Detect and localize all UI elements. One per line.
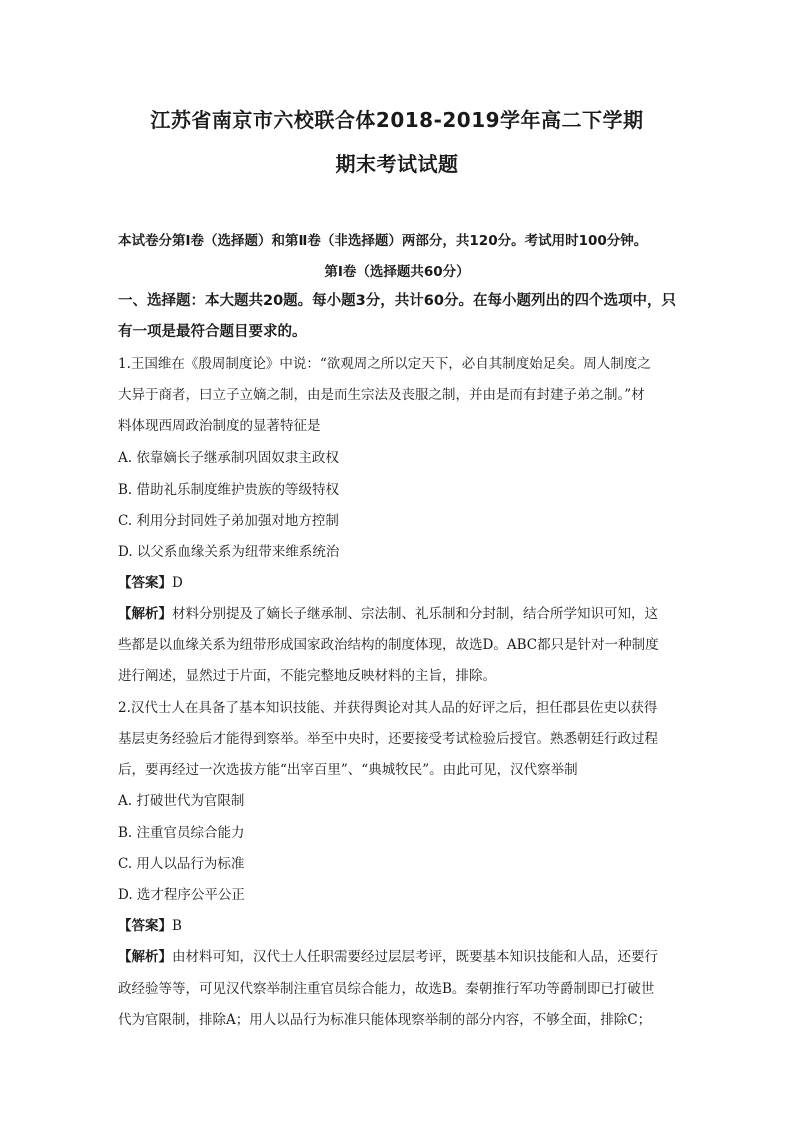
question-1-analysis-line-2: 些都是以血缘关系为纽带形成国家政治结构的制度体现，故选D。ABC都只是针对一种制度 <box>118 637 659 653</box>
question-1-option-c: C. 利用分封同姓子弟加强对地方控制 <box>118 513 339 529</box>
question-2-text-line-3: 后，要再经过一次选拔方能“出宰百里”、“典城牧民”。由此可见，汉代察举制 <box>118 762 578 778</box>
answer-value: D <box>172 575 183 591</box>
exam-intro: 本试卷分第Ⅰ卷（选择题）和第Ⅱ卷（非选择题）两部分，共120分。考试用时100分钟。 <box>118 233 648 249</box>
question-2-option-b: B. 注重官员综合能力 <box>118 825 245 841</box>
question-2-text-line-1: 2.汉代士人在具备了基本知识技能、并获得舆论对其人品的好评之后，担任郡县佐吏以获得 <box>118 700 658 716</box>
answer-value: B <box>172 918 182 934</box>
section-instructions: 一、选择题：本大题共20题。每小题3分，共计60分。在每小题列出的四个选项中，只有一项是最符合题目要求的。 <box>118 293 676 340</box>
answer-label: 【答案】 <box>118 918 172 934</box>
question-2-text-line-2: 基层吏务经验后才能得到察举。举至中央时，还要接受考试检验后授官。熟悉朝廷行政过程 <box>118 731 658 747</box>
analysis-label: 【解析】 <box>118 949 172 965</box>
question-2-option-a: A. 打破世代为官限制 <box>118 793 245 809</box>
question-1-answer <box>118 571 183 591</box>
question-1-text-line-1: 1.王国维在《殷周制度论》中说：“欲观周之所以定天下，必自其制度始足矣。周人制度之 <box>118 356 651 372</box>
question-1-text-line-2: 大异于商者，曰立子立嫡之制，由是而生宗法及丧服之制，并由是而有封建子弟之制。”材 <box>118 387 645 403</box>
document-subtitle: 期末考试试题 <box>335 152 459 176</box>
question-1-option-d: D. 以父系血缘关系为纽带来维系统治 <box>118 544 340 560</box>
question-2-analysis-line-1 <box>118 945 658 965</box>
analysis-label: 【解析】 <box>118 606 172 622</box>
question-2-option-c: C. 用人以品行为标准 <box>118 856 245 872</box>
question-2-option-d: D. 选才程序公平公正 <box>118 887 245 903</box>
question-2-analysis-line-2: 政经验等等，可见汉代察举制注重官员综合能力，故选B。秦朝推行军功等爵制即已打破世 <box>118 981 655 997</box>
analysis-text: 材料分别提及了嫡长子继承制、宗法制、礼乐制和分封制，结合所学知识可知，这 <box>172 606 658 622</box>
question-2-answer <box>118 914 182 934</box>
document-title: 江苏省南京市六校联合体2018-2019学年高二下学期 <box>150 108 644 132</box>
question-1-text-line-3: 料体现西周政治制度的显著特征是 <box>118 418 321 434</box>
question-2-analysis-line-3: 代为官限制，排除A；用人以品行为标准只能体现察举制的部分内容，不够全面，排除C； <box>118 1012 652 1028</box>
analysis-text: 由材料可知，汉代士人任职需要经过层层考评，既要基本知识技能和人品，还要行 <box>172 949 658 965</box>
question-1-analysis-line-1 <box>118 602 658 622</box>
answer-label: 【答案】 <box>118 575 172 591</box>
question-1-analysis-line-3: 进行阐述，显然过于片面，不能完整地反映材料的主旨，排除。 <box>118 668 496 684</box>
section-title: 第Ⅰ卷（选择题共60分） <box>324 264 470 280</box>
question-1-option-b: B. 借助礼乐制度维护贵族的等级特权 <box>118 482 340 498</box>
question-1-option-a: A. 依靠嫡长子继承制巩固奴隶主政权 <box>118 450 339 466</box>
